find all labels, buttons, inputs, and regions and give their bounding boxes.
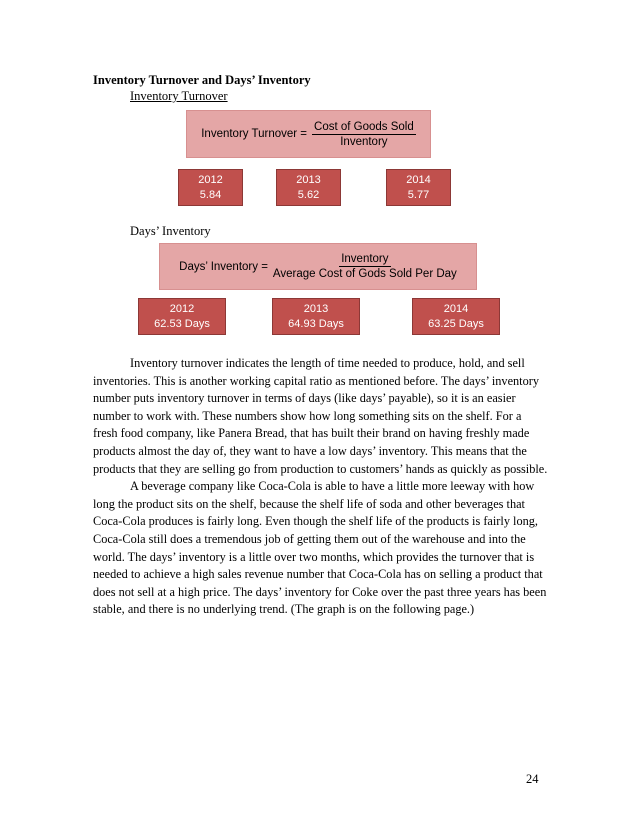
days-2013-box xyxy=(272,298,360,335)
days-2012-box xyxy=(138,298,226,335)
turnover-2013-box xyxy=(276,169,341,206)
body-text xyxy=(93,355,549,619)
formula-lhs: Inventory Turnover = xyxy=(201,128,308,140)
section-heading: Inventory Turnover and Days’ Inventory xyxy=(93,73,311,87)
turnover-2014-box xyxy=(386,169,451,206)
formula-denominator: Average Cost of Gods Sold Per Day xyxy=(272,268,457,280)
year-label: 2013 xyxy=(303,302,329,315)
formula-numerator: Cost of Goods Sold xyxy=(314,120,414,133)
year-label: 2012 xyxy=(198,173,223,186)
year-value: 5.62 xyxy=(297,188,320,201)
paragraph: A beverage company like Coca-Cola is able to have a little more leeway with how long the product sits on the shelf, because the shelf life of soda and other beverages that Coca-Cola produces is fairly long. Even though the shelf life of the products is fairly long, Coca-Cola still does a tremendous job of getting them out of the warehouse and into the world. The days’ inventory is a little over two months, which provides the turnover that is needed to achieve a high sales revenue number that Coca-Cola has on selling a product that does not sell at a high price. The days’ inventory for Coke over the past three years has been stable, and there is no underlying trend. (The graph is on the following page.) xyxy=(93,479,547,617)
year-value: 64.93 Days xyxy=(288,317,344,330)
year-value: 62.53 Days xyxy=(154,317,210,330)
formula-fraction xyxy=(273,253,457,280)
days-2014-box xyxy=(412,298,500,335)
inventory-turnover-formula xyxy=(186,110,431,158)
year-label: 2014 xyxy=(443,302,469,315)
turnover-2012-box xyxy=(178,169,243,206)
year-label: 2014 xyxy=(406,173,431,186)
formula-denominator: Inventory xyxy=(340,135,388,148)
year-value: 5.77 xyxy=(407,188,430,201)
paragraph: Inventory turnover indicates the length of time needed to produce, hold, and sell inventories. This is another working capital ratio as mentioned before. The days’ inventory number puts inventory turnover in terms of days (like days’ payable), so it is an easier number to work with. These numbers show how long something sits on the shelf. For a fresh food company, like Panera Bread, that has built their brand on having freshly made products almost the day of, they want to have a low days’ inventory. This means that the products that they are selling go from production to customers’ hands as quickly as possible. xyxy=(93,356,548,476)
inventory-turnover-subheading: Inventory Turnover xyxy=(130,89,228,103)
days-inventory-subheading: Days’ Inventory xyxy=(130,224,211,238)
formula-numerator: Inventory xyxy=(341,253,389,265)
year-label: 2012 xyxy=(169,302,195,315)
formula-lhs: Days’ Inventory = xyxy=(179,260,268,273)
year-value: 63.25 Days xyxy=(428,317,484,330)
page-number: 24 xyxy=(526,772,539,786)
formula-fraction xyxy=(312,121,416,148)
year-value: 5.84 xyxy=(199,188,222,201)
year-label: 2013 xyxy=(296,173,321,186)
days-inventory-formula xyxy=(159,243,477,290)
